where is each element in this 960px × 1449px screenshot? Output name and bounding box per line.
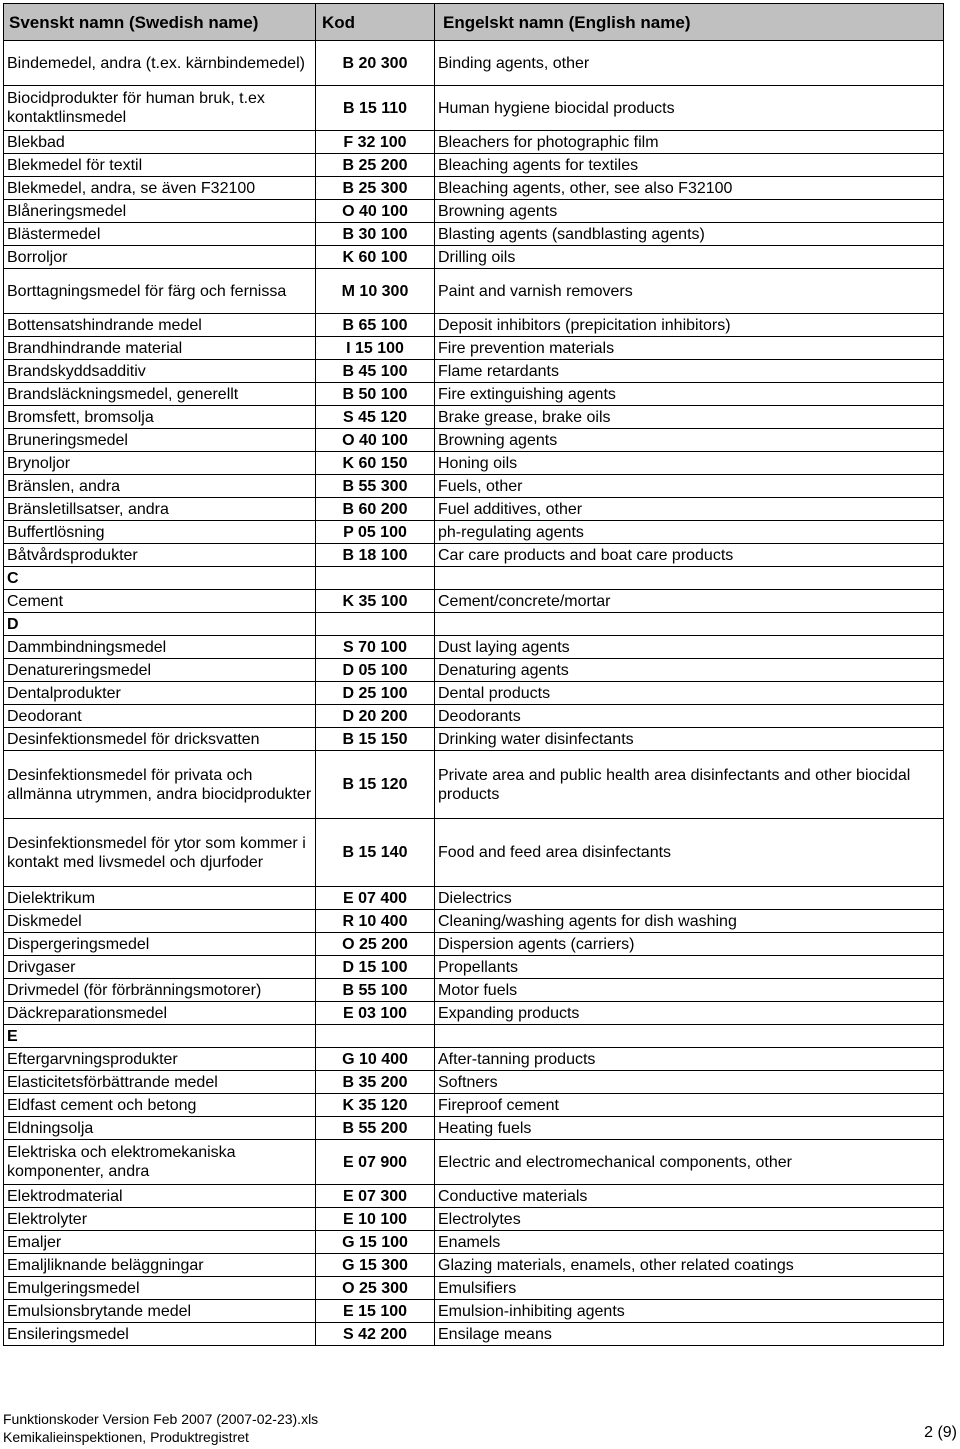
table-row xyxy=(4,659,944,682)
swedish-name-cell: C xyxy=(4,567,316,590)
table-row xyxy=(4,337,944,360)
swedish-name-cell: Cement xyxy=(4,590,316,613)
swedish-name-cell: Brandhindrande material xyxy=(4,337,316,360)
code-cell: B 30 100 xyxy=(316,223,435,246)
table-row xyxy=(4,933,944,956)
english-name-cell: Fire prevention materials xyxy=(435,337,944,360)
code-cell: I 15 100 xyxy=(316,337,435,360)
swedish-name-cell: Bränslen, andra xyxy=(4,475,316,498)
code-cell xyxy=(316,1025,435,1048)
swedish-name-cell: Desinfektionsmedel för ytor som kommer i kontakt med livsmedel och djurfoder xyxy=(4,819,316,887)
code-cell: E 07 300 xyxy=(316,1185,435,1208)
english-name-cell: Bleachers for photographic film xyxy=(435,131,944,154)
english-name-cell: Bleaching agents, other, see also F32100 xyxy=(435,177,944,200)
table-row xyxy=(4,1048,944,1071)
english-name-cell: Human hygiene biocidal products xyxy=(435,86,944,131)
english-name-cell: Glazing materials, enamels, other related coatings xyxy=(435,1254,944,1277)
table-row xyxy=(4,544,944,567)
english-name-cell: Private area and public health area disinfectants and other biocidal products xyxy=(435,751,944,819)
english-name-cell: Binding agents, other xyxy=(435,41,944,86)
code-cell: B 65 100 xyxy=(316,314,435,337)
swedish-name-cell: Emaljliknande beläggningar xyxy=(4,1254,316,1277)
english-name-cell: Emulsifiers xyxy=(435,1277,944,1300)
english-name-cell: Cleaning/washing agents for dish washing xyxy=(435,910,944,933)
english-name-cell: After-tanning products xyxy=(435,1048,944,1071)
table-row xyxy=(4,314,944,337)
english-name-cell: Enamels xyxy=(435,1231,944,1254)
swedish-name-cell: Dentalprodukter xyxy=(4,682,316,705)
code-cell: B 55 200 xyxy=(316,1117,435,1140)
table-row xyxy=(4,887,944,910)
table-row xyxy=(4,1094,944,1117)
code-cell: G 10 400 xyxy=(316,1048,435,1071)
table-row xyxy=(4,521,944,544)
code-cell: D 15 100 xyxy=(316,956,435,979)
swedish-name-cell: Båtvårdsprodukter xyxy=(4,544,316,567)
code-cell: F 32 100 xyxy=(316,131,435,154)
table-row xyxy=(4,979,944,1002)
english-name-cell xyxy=(435,1025,944,1048)
table-row xyxy=(4,269,944,314)
swedish-name-cell: Brynoljor xyxy=(4,452,316,475)
english-name-cell: Car care products and boat care products xyxy=(435,544,944,567)
english-name-cell: Bleaching agents for textiles xyxy=(435,154,944,177)
table-row xyxy=(4,452,944,475)
swedish-name-cell: Dammbindningsmedel xyxy=(4,636,316,659)
table-row xyxy=(4,910,944,933)
english-name-cell: Dust laying agents xyxy=(435,636,944,659)
code-cell: B 25 300 xyxy=(316,177,435,200)
code-cell: K 35 120 xyxy=(316,1094,435,1117)
code-cell: E 03 100 xyxy=(316,1002,435,1025)
code-cell: K 60 100 xyxy=(316,246,435,269)
english-name-cell: Expanding products xyxy=(435,1002,944,1025)
header-swedish-name: Svenskt namn (Swedish name) xyxy=(4,4,316,41)
swedish-name-cell: Emulgeringsmedel xyxy=(4,1277,316,1300)
code-cell: O 40 100 xyxy=(316,429,435,452)
english-name-cell: Emulsion-inhibiting agents xyxy=(435,1300,944,1323)
swedish-name-cell: Drivmedel (för förbränningsmotorer) xyxy=(4,979,316,1002)
table-row xyxy=(4,41,944,86)
code-cell: B 35 200 xyxy=(316,1071,435,1094)
code-cell: B 60 200 xyxy=(316,498,435,521)
english-name-cell: Fuel additives, other xyxy=(435,498,944,521)
english-name-cell: Browning agents xyxy=(435,200,944,223)
english-name-cell: Dental products xyxy=(435,682,944,705)
header-english-name: Engelskt namn (English name) xyxy=(435,4,944,41)
table-row xyxy=(4,1231,944,1254)
footer-file-name: Funktionskoder Version Feb 2007 (2007-02-23).xls xyxy=(3,1411,319,1427)
table-row xyxy=(4,429,944,452)
swedish-name-cell: Borroljor xyxy=(4,246,316,269)
code-cell: G 15 100 xyxy=(316,1231,435,1254)
table-row xyxy=(4,1254,944,1277)
english-name-cell: Electrolytes xyxy=(435,1208,944,1231)
section-heading-row xyxy=(4,613,944,636)
swedish-name-cell: Deodorant xyxy=(4,705,316,728)
english-name-cell: Deodorants xyxy=(435,705,944,728)
code-cell: B 15 120 xyxy=(316,751,435,819)
swedish-name-cell: Däckreparationsmedel xyxy=(4,1002,316,1025)
table-row xyxy=(4,590,944,613)
footer-page-number: 2 (9) xyxy=(924,1424,957,1441)
code-cell xyxy=(316,613,435,636)
swedish-name-cell: Borttagningsmedel för färg och fernissa xyxy=(4,269,316,314)
swedish-name-cell: Eldningsolja xyxy=(4,1117,316,1140)
code-cell: B 55 300 xyxy=(316,475,435,498)
swedish-name-cell: Eldfast cement och betong xyxy=(4,1094,316,1117)
code-cell: S 70 100 xyxy=(316,636,435,659)
english-name-cell: Paint and varnish removers xyxy=(435,269,944,314)
code-cell xyxy=(316,567,435,590)
code-cell: S 45 120 xyxy=(316,406,435,429)
swedish-name-cell: Desinfektionsmedel för dricksvatten xyxy=(4,728,316,751)
code-cell: K 60 150 xyxy=(316,452,435,475)
swedish-name-cell: Dielektrikum xyxy=(4,887,316,910)
table-row xyxy=(4,1117,944,1140)
table-row xyxy=(4,154,944,177)
table-row xyxy=(4,86,944,131)
table-row xyxy=(4,131,944,154)
code-cell: B 15 140 xyxy=(316,819,435,887)
swedish-name-cell: Diskmedel xyxy=(4,910,316,933)
code-cell: B 18 100 xyxy=(316,544,435,567)
table-row xyxy=(4,1300,944,1323)
code-cell: D 25 100 xyxy=(316,682,435,705)
swedish-name-cell: Buffertlösning xyxy=(4,521,316,544)
table-row xyxy=(4,682,944,705)
table-row xyxy=(4,728,944,751)
swedish-name-cell: Elektrodmaterial xyxy=(4,1185,316,1208)
english-name-cell: Motor fuels xyxy=(435,979,944,1002)
swedish-name-cell: Brandskyddsadditiv xyxy=(4,360,316,383)
swedish-name-cell: Blekmedel för textil xyxy=(4,154,316,177)
english-name-cell: ph-regulating agents xyxy=(435,521,944,544)
swedish-name-cell: Dispergeringsmedel xyxy=(4,933,316,956)
swedish-name-cell: Bottensatshindrande medel xyxy=(4,314,316,337)
table-row xyxy=(4,383,944,406)
swedish-name-cell: Blåneringsmedel xyxy=(4,200,316,223)
english-name-cell: Heating fuels xyxy=(435,1117,944,1140)
table-row xyxy=(4,1140,944,1185)
swedish-name-cell: Ensileringsmedel xyxy=(4,1323,316,1346)
english-name-cell: Fuels, other xyxy=(435,475,944,498)
code-cell: E 07 900 xyxy=(316,1140,435,1185)
table-row xyxy=(4,200,944,223)
english-name-cell: Ensilage means xyxy=(435,1323,944,1346)
table-row xyxy=(4,360,944,383)
table-row xyxy=(4,1277,944,1300)
table-row xyxy=(4,223,944,246)
table-row xyxy=(4,1071,944,1094)
code-cell: E 07 400 xyxy=(316,887,435,910)
table-row xyxy=(4,636,944,659)
swedish-name-cell: Elasticitetsförbättrande medel xyxy=(4,1071,316,1094)
swedish-name-cell: Elektriska och elektromekaniska komponenter, andra xyxy=(4,1140,316,1185)
table-row xyxy=(4,956,944,979)
code-cell: O 25 200 xyxy=(316,933,435,956)
code-cell: P 05 100 xyxy=(316,521,435,544)
english-name-cell: Food and feed area disinfectants xyxy=(435,819,944,887)
code-cell: B 25 200 xyxy=(316,154,435,177)
code-cell: B 45 100 xyxy=(316,360,435,383)
code-cell: O 25 300 xyxy=(316,1277,435,1300)
table-body xyxy=(4,41,944,1346)
english-name-cell: Denaturing agents xyxy=(435,659,944,682)
english-name-cell: Drinking water disinfectants xyxy=(435,728,944,751)
swedish-name-cell: Eftergarvningsprodukter xyxy=(4,1048,316,1071)
english-name-cell: Flame retardants xyxy=(435,360,944,383)
swedish-name-cell: Desinfektionsmedel för privata och allmänna utrymmen, andra biocidprodukter xyxy=(4,751,316,819)
swedish-name-cell: Emaljer xyxy=(4,1231,316,1254)
footer-organisation: Kemikalieinspektionen, Produktregistret xyxy=(3,1429,249,1445)
swedish-name-cell: Bränsletillsatser, andra xyxy=(4,498,316,521)
english-name-cell: Honing oils xyxy=(435,452,944,475)
swedish-name-cell: E xyxy=(4,1025,316,1048)
table-row xyxy=(4,1185,944,1208)
table-row xyxy=(4,498,944,521)
page-footer xyxy=(3,1410,957,1446)
table-row xyxy=(4,1002,944,1025)
table-row xyxy=(4,705,944,728)
code-cell: M 10 300 xyxy=(316,269,435,314)
swedish-name-cell: Bruneringsmedel xyxy=(4,429,316,452)
swedish-name-cell: Biocidprodukter för human bruk, t.ex kontaktlinsmedel xyxy=(4,86,316,131)
english-name-cell xyxy=(435,613,944,636)
english-name-cell: Drilling oils xyxy=(435,246,944,269)
code-cell: D 20 200 xyxy=(316,705,435,728)
table-row xyxy=(4,1208,944,1231)
swedish-name-cell: Drivgaser xyxy=(4,956,316,979)
swedish-name-cell: Brandsläckningsmedel, generellt xyxy=(4,383,316,406)
english-name-cell: Cement/concrete/mortar xyxy=(435,590,944,613)
swedish-name-cell: Blästermedel xyxy=(4,223,316,246)
english-name-cell: Dispersion agents (carriers) xyxy=(435,933,944,956)
english-name-cell: Fire extinguishing agents xyxy=(435,383,944,406)
code-cell: B 20 300 xyxy=(316,41,435,86)
english-name-cell: Propellants xyxy=(435,956,944,979)
code-cell: B 15 110 xyxy=(316,86,435,131)
swedish-name-cell: Blekmedel, andra, se även F32100 xyxy=(4,177,316,200)
english-name-cell: Electric and electromechanical components, other xyxy=(435,1140,944,1185)
swedish-name-cell: Emulsionsbrytande medel xyxy=(4,1300,316,1323)
english-name-cell: Brake grease, brake oils xyxy=(435,406,944,429)
code-cell: B 15 150 xyxy=(316,728,435,751)
table-row xyxy=(4,177,944,200)
table-row xyxy=(4,406,944,429)
swedish-name-cell: D xyxy=(4,613,316,636)
swedish-name-cell: Bromsfett, bromsolja xyxy=(4,406,316,429)
swedish-name-cell: Bindemedel, andra (t.ex. kärnbindemedel) xyxy=(4,41,316,86)
header-code: Kod xyxy=(316,4,435,41)
code-cell: G 15 300 xyxy=(316,1254,435,1277)
code-cell: B 50 100 xyxy=(316,383,435,406)
code-cell: K 35 100 xyxy=(316,590,435,613)
table-row xyxy=(4,475,944,498)
header-row xyxy=(4,4,944,41)
english-name-cell: Dielectrics xyxy=(435,887,944,910)
code-cell: B 55 100 xyxy=(316,979,435,1002)
code-cell: D 05 100 xyxy=(316,659,435,682)
section-heading-row xyxy=(4,567,944,590)
english-name-cell: Softners xyxy=(435,1071,944,1094)
english-name-cell: Conductive materials xyxy=(435,1185,944,1208)
code-cell: E 15 100 xyxy=(316,1300,435,1323)
swedish-name-cell: Blekbad xyxy=(4,131,316,154)
english-name-cell xyxy=(435,567,944,590)
code-cell: R 10 400 xyxy=(316,910,435,933)
code-cell: O 40 100 xyxy=(316,200,435,223)
table-row xyxy=(4,751,944,819)
code-cell: E 10 100 xyxy=(316,1208,435,1231)
english-name-cell: Deposit inhibitors (prepicitation inhibitors) xyxy=(435,314,944,337)
swedish-name-cell: Elektrolyter xyxy=(4,1208,316,1231)
function-codes-table xyxy=(3,3,944,1346)
english-name-cell: Browning agents xyxy=(435,429,944,452)
english-name-cell: Blasting agents (sandblasting agents) xyxy=(435,223,944,246)
code-cell: S 42 200 xyxy=(316,1323,435,1346)
english-name-cell: Fireproof cement xyxy=(435,1094,944,1117)
table-row xyxy=(4,246,944,269)
section-heading-row xyxy=(4,1025,944,1048)
swedish-name-cell: Denatureringsmedel xyxy=(4,659,316,682)
table-row xyxy=(4,819,944,887)
table-row xyxy=(4,1323,944,1346)
